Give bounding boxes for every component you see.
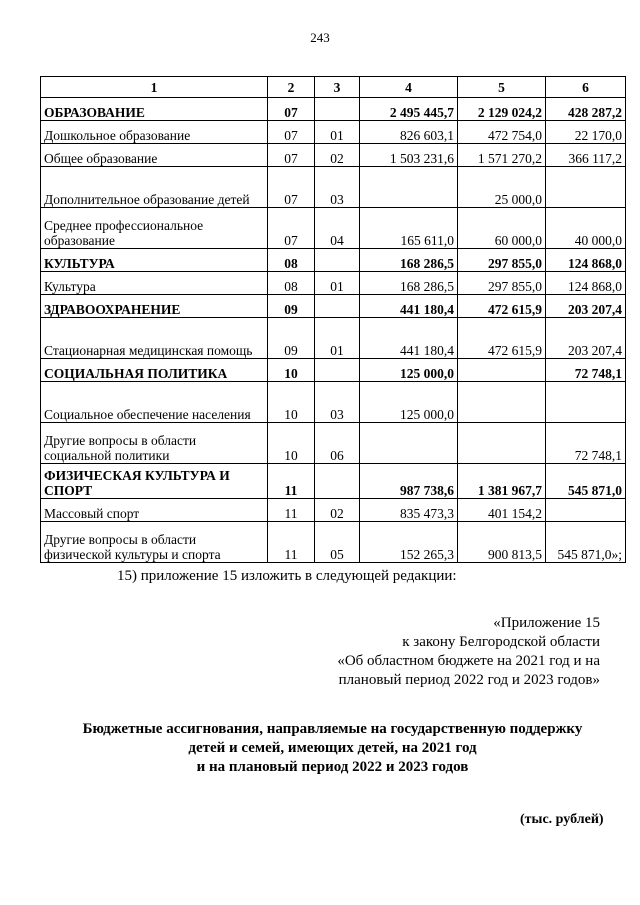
table-row xyxy=(41,359,626,382)
cell-section: 07 xyxy=(268,98,315,121)
cell-section: 09 xyxy=(268,318,315,359)
table-row xyxy=(41,464,626,499)
cell-2023: 203 207,4 xyxy=(546,295,626,318)
cell-subsection: 03 xyxy=(315,382,360,423)
cell-subsection: 02 xyxy=(315,499,360,522)
cell-subsection xyxy=(315,295,360,318)
cell-section: 10 xyxy=(268,423,315,464)
cell-subsection xyxy=(315,249,360,272)
table-row xyxy=(41,167,626,208)
cell-2023: 22 170,0 xyxy=(546,121,626,144)
table-body xyxy=(41,98,626,563)
cell-2023: 203 207,4 xyxy=(546,318,626,359)
table-row xyxy=(41,272,626,295)
appendix-line-1: «Приложение 15 xyxy=(493,615,600,631)
cell-section: 08 xyxy=(268,249,315,272)
cell-name: Массовый спорт xyxy=(41,499,268,522)
cell-2022: 472 754,0 xyxy=(458,121,546,144)
cell-2023 xyxy=(546,167,626,208)
cell-name: Социальное обеспечение населения xyxy=(41,382,268,423)
cell-subsection xyxy=(315,359,360,382)
cell-section: 11 xyxy=(268,464,315,499)
cell-2022: 401 154,2 xyxy=(458,499,546,522)
cell-2022: 1 381 967,7 xyxy=(458,464,546,499)
cell-2021: 152 265,3 xyxy=(360,522,458,563)
cell-2023: 545 871,0»; xyxy=(546,522,626,563)
cell-subsection xyxy=(315,98,360,121)
cell-section: 07 xyxy=(268,208,315,249)
cell-subsection: 04 xyxy=(315,208,360,249)
col-header-4: 4 xyxy=(360,77,458,98)
cell-subsection: 01 xyxy=(315,121,360,144)
cell-2023 xyxy=(546,499,626,522)
appendix-header xyxy=(300,614,600,690)
appendix-line-4: плановый период 2022 год и 2023 годов» xyxy=(338,672,600,688)
cell-section: 11 xyxy=(268,499,315,522)
table-row xyxy=(41,144,626,167)
cell-2021: 441 180,4 xyxy=(360,318,458,359)
cell-2021: 168 286,5 xyxy=(360,249,458,272)
cell-subsection: 01 xyxy=(315,272,360,295)
cell-2021 xyxy=(360,423,458,464)
cell-subsection: 06 xyxy=(315,423,360,464)
title-line-2: детей и семей, имеющих детей, на 2021 год xyxy=(188,740,477,756)
cell-2023: 545 871,0 xyxy=(546,464,626,499)
cell-section: 11 xyxy=(268,522,315,563)
cell-name: Культура xyxy=(41,272,268,295)
page-number: 243 xyxy=(310,30,330,45)
cell-subsection: 02 xyxy=(315,144,360,167)
cell-2023: 124 868,0 xyxy=(546,272,626,295)
item-15-text: 15) приложение 15 изложить в следующей редакции: xyxy=(117,568,457,584)
cell-2021: 168 286,5 xyxy=(360,272,458,295)
cell-name: Среднее профессиональное образование xyxy=(41,208,268,249)
appendix-line-3: «Об областном бюджете на 2021 год и на xyxy=(337,653,600,669)
col-header-5: 5 xyxy=(458,77,546,98)
table-row xyxy=(41,98,626,121)
cell-2021: 441 180,4 xyxy=(360,295,458,318)
title-line-1: Бюджетные ассигнования, направляемые на государственную поддержку xyxy=(82,721,583,737)
cell-name: СОЦИАЛЬНАЯ ПОЛИТИКА xyxy=(41,359,268,382)
cell-2021: 165 611,0 xyxy=(360,208,458,249)
cell-2023: 40 000,0 xyxy=(546,208,626,249)
table-header-row xyxy=(41,77,626,98)
cell-2022: 472 615,9 xyxy=(458,318,546,359)
col-header-2: 2 xyxy=(268,77,315,98)
cell-name: ЗДРАВООХРАНЕНИЕ xyxy=(41,295,268,318)
cell-2021: 125 000,0 xyxy=(360,359,458,382)
cell-2022: 297 855,0 xyxy=(458,272,546,295)
cell-2022: 25 000,0 xyxy=(458,167,546,208)
cell-name: Другие вопросы в области социальной политики xyxy=(41,423,268,464)
cell-name: ОБРАЗОВАНИЕ xyxy=(41,98,268,121)
table-row xyxy=(41,249,626,272)
table-row xyxy=(41,522,626,563)
cell-2022: 472 615,9 xyxy=(458,295,546,318)
budget-table xyxy=(40,76,626,563)
table-row xyxy=(41,318,626,359)
cell-section: 08 xyxy=(268,272,315,295)
cell-section: 07 xyxy=(268,167,315,208)
cell-2023 xyxy=(546,382,626,423)
cell-section: 09 xyxy=(268,295,315,318)
cell-2023: 428 287,2 xyxy=(546,98,626,121)
cell-2023: 72 748,1 xyxy=(546,423,626,464)
cell-subsection: 01 xyxy=(315,318,360,359)
appendix-line-2: к закону Белгородской области xyxy=(402,634,600,650)
cell-name: Стационарная медицинская помощь xyxy=(41,318,268,359)
cell-subsection: 05 xyxy=(315,522,360,563)
cell-name: Общее образование xyxy=(41,144,268,167)
cell-2022: 2 129 024,2 xyxy=(458,98,546,121)
document-title xyxy=(40,720,625,777)
cell-2023: 72 748,1 xyxy=(546,359,626,382)
cell-2021: 125 000,0 xyxy=(360,382,458,423)
title-line-3: и на плановый период 2022 и 2023 годов xyxy=(196,759,469,775)
cell-2021 xyxy=(360,167,458,208)
cell-2022: 900 813,5 xyxy=(458,522,546,563)
cell-2021: 1 503 231,6 xyxy=(360,144,458,167)
cell-2022: 1 571 270,2 xyxy=(458,144,546,167)
cell-2021: 826 603,1 xyxy=(360,121,458,144)
cell-name: Другие вопросы в области физической культуры и спорта xyxy=(41,522,268,563)
cell-2023: 124 868,0 xyxy=(546,249,626,272)
cell-name: ФИЗИЧЕСКАЯ КУЛЬТУРА И СПОРТ xyxy=(41,464,268,499)
cell-2021: 987 738,6 xyxy=(360,464,458,499)
cell-2022 xyxy=(458,423,546,464)
cell-subsection: 03 xyxy=(315,167,360,208)
cell-2022 xyxy=(458,359,546,382)
col-header-3: 3 xyxy=(315,77,360,98)
cell-section: 10 xyxy=(268,359,315,382)
cell-2022 xyxy=(458,382,546,423)
cell-2022: 60 000,0 xyxy=(458,208,546,249)
cell-2023: 366 117,2 xyxy=(546,144,626,167)
cell-2021: 2 495 445,7 xyxy=(360,98,458,121)
cell-section: 10 xyxy=(268,382,315,423)
table-row xyxy=(41,208,626,249)
table-row xyxy=(41,121,626,144)
cell-name: КУЛЬТУРА xyxy=(41,249,268,272)
cell-name: Дошкольное образование xyxy=(41,121,268,144)
table-row xyxy=(41,295,626,318)
table-row xyxy=(41,423,626,464)
cell-subsection xyxy=(315,464,360,499)
cell-section: 07 xyxy=(268,144,315,167)
cell-section: 07 xyxy=(268,121,315,144)
col-header-6: 6 xyxy=(546,77,626,98)
table-row xyxy=(41,499,626,522)
col-header-1: 1 xyxy=(41,77,268,98)
units-label: (тыс. рублей) xyxy=(520,812,604,827)
cell-2021: 835 473,3 xyxy=(360,499,458,522)
cell-2022: 297 855,0 xyxy=(458,249,546,272)
table-row xyxy=(41,382,626,423)
cell-name: Дополнительное образование детей xyxy=(41,167,268,208)
